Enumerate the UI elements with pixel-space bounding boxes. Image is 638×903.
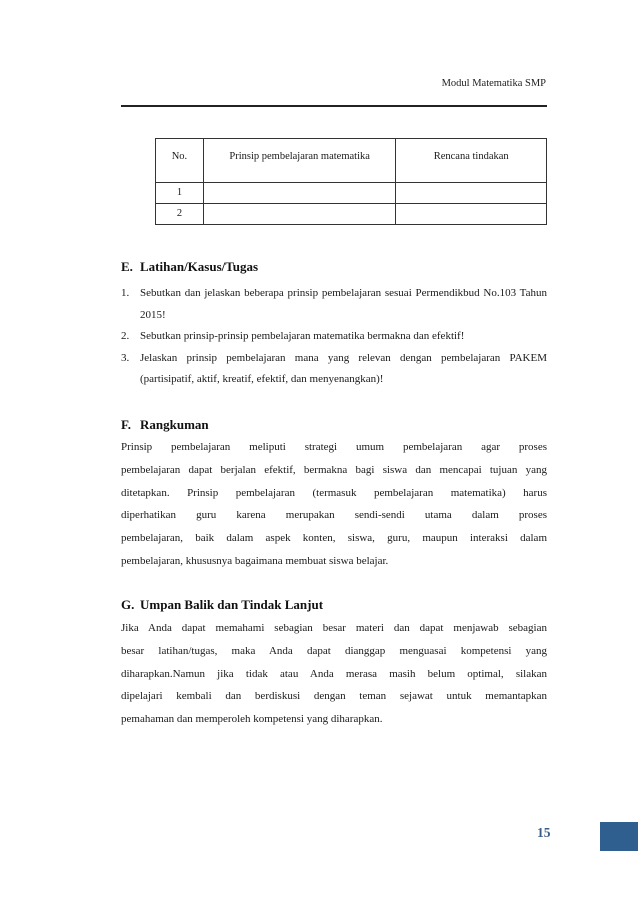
- feedback-line: diharapkan.Namun jika tidak atau Anda merasa masih belum optimal, silakan: [121, 667, 547, 680]
- summary-paragraph: [121, 436, 547, 573]
- header-rule: [121, 105, 547, 107]
- section-e-heading: [121, 259, 258, 275]
- table-row: [156, 183, 547, 204]
- summary-line: pembelajaran dapat berjalan efektif, bermakna bagi siswa dan mencapai tujuan yang: [121, 463, 547, 476]
- page-tab-accent: [600, 822, 638, 851]
- section-e-letter: E.: [121, 259, 133, 274]
- list-item: [121, 326, 547, 348]
- section-f-letter: F.: [121, 417, 131, 432]
- task-list: [121, 283, 547, 391]
- header-rencana: Rencana tindakan: [396, 139, 547, 183]
- section-f-title: Rangkuman: [140, 417, 209, 432]
- row-no: 2: [156, 204, 204, 225]
- section-g-title: Umpan Balik dan Tindak Lanjut: [140, 597, 324, 612]
- list-item: [121, 348, 547, 391]
- item-text: Sebutkan prinsip-prinsip pembelajaran matematika bermakna dan efektif!: [140, 330, 465, 342]
- row-no: 1: [156, 183, 204, 204]
- summary-line: Prinsip pembelajaran meliputi strategi umum pembelajaran agar proses: [121, 441, 547, 453]
- feedback-line: besar latihan/tugas, maka Anda dapat dianggap menguasai kompetensi yang: [121, 644, 547, 657]
- summary-line: pembelajaran, baik dalam aspek konten, siswa, guru, maupun interaksi dalam: [121, 532, 547, 545]
- row-prinsip: [203, 204, 396, 225]
- row-prinsip: [203, 183, 396, 204]
- section-g-heading: [121, 597, 323, 613]
- table-header-row: [156, 139, 547, 183]
- row-rencana: [396, 183, 547, 204]
- summary-line: pembelajaran, khususnya bagaimana membuat siswa belajar.: [121, 554, 389, 567]
- feedback-line: dipelajari kembali dan berdiskusi dengan teman sejawat untuk memantapkan: [121, 690, 547, 703]
- feedback-line: pemahaman dan memperoleh kompetensi yang diharapkan.: [121, 713, 383, 726]
- item-number: 1.: [121, 287, 130, 299]
- item-text: Jelaskan prinsip pembelajaran mana yang relevan dengan pembelajaran PAKEM (partisipatif, aktif, kreatif, efektif, dan menyenangkan)!: [140, 351, 547, 385]
- feedback-line: Jika Anda dapat memahami sebagian besar materi dan dapat menjawab sebagian: [121, 622, 547, 634]
- table-row: [156, 204, 547, 225]
- item-number: 3.: [121, 351, 130, 364]
- header-prinsip: Prinsip pembelajaran matematika: [203, 139, 396, 183]
- feedback-paragraph: [121, 617, 547, 731]
- item-number: 2.: [121, 330, 130, 342]
- section-f-heading: [121, 417, 209, 433]
- list-item: [121, 283, 547, 326]
- section-g-letter: G.: [121, 597, 135, 612]
- header-no: No.: [156, 139, 204, 183]
- module-title: Modul Matematika SMP: [441, 78, 546, 89]
- principles-table: [155, 138, 547, 225]
- summary-line: ditetapkan. Prinsip pembelajaran (termasuk pembelajaran matematika) harus: [121, 486, 547, 499]
- row-rencana: [396, 204, 547, 225]
- section-e-title: Latihan/Kasus/Tugas: [140, 259, 259, 274]
- summary-line: diperhatikan guru karena merupakan sendi-sendi utama dalam proses: [121, 509, 547, 522]
- page-number: 15: [537, 825, 551, 840]
- item-text: Sebutkan dan jelaskan beberapa prinsip pembelajaran sesuai Permendikbud No.103 Tahun 2015!: [140, 287, 547, 321]
